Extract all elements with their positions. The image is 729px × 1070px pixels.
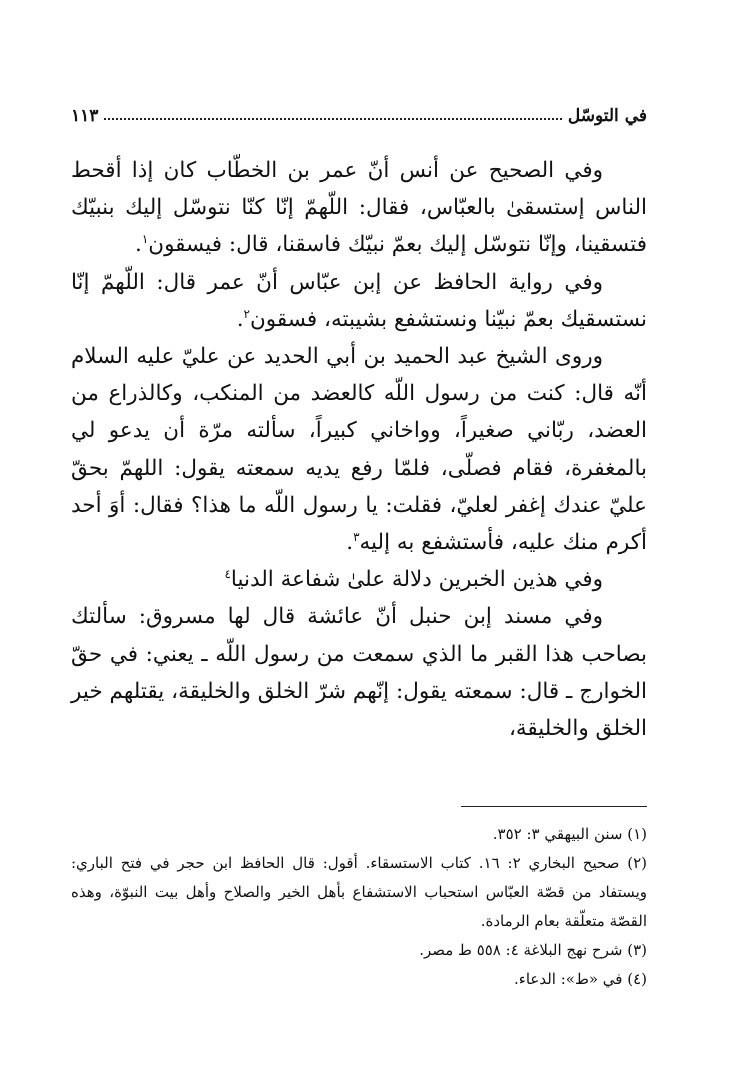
footnote-3: (٣) شرح نهج البلاغة ٤: ٥٥٨ ط مصر.: [419, 941, 647, 959]
paragraph-1: وفي الصحيح عن أنس أنّ عمر بن الخطّاب كان إذا أقحط الناس إستسقىٰ بالعبّاس، فقال: اللّهمّ إنّا كنّا نتوسّل إليك بنبيّك فتسقينا، وإنّا نتوسّل إليك بعمّ نبيّك فاسقنا، قال: فيسقون$^١$.: [71, 158, 647, 258]
paragraph-5: وفي مسند إبن حنبل أنّ عائشة قال لها مسروق: سألتك بصاحب هذا القبر ما الذي سمعت من رسول اللّه ـ يعني: في حقّ الخوارج ـ قال: سمعته يقول: إنّهم شرّ الخلق والخليقة، يقتلهم خير الخلق والخليقة،: [71, 604, 647, 742]
footnote-ref-1[interactable]: ١: [141, 232, 149, 247]
footnote-4: (٤) في «ط»: الدعاء.: [514, 970, 647, 988]
footnote-ref-3[interactable]: ٣: [353, 529, 360, 544]
footnotes: [71, 820, 647, 994]
footnote-2: (٢) صحيح البخاري ٢: ١٦. كتاب الاستسقاء. أقول: قال الحافظ ابن حجر في فتح الباري: ويستفاد من قصّة العبّاس استحباب الاستشفاع بأهل الخير والصلاح وأهل بيت النبوّة، وهذه القصّة متعلّقة بعام الرمادة.: [71, 854, 648, 930]
paragraph-3: وروى الشيخ عبد الحميد بن أبي الحديد عن عليّ عليه السلام أنّه قال: كنت من رسول اللّه كالعضد من المنكب، وكالذراع من العضد، ربّاني صغيراً، وواخاني كبيراً، سألته مرّة أن يدعو لي بالمغفرة، فقام فصلّى، فلمّا رفع يديه سمعته يقول: اللهمّ بحقّ عليّ عندك إغفر لعليّ، فقلت: يا رسول اللّه ما هذا؟ فقال: أوَ أحد أكرم منك عليه، فأستشفع به إليه$^٣$.: [71, 344, 647, 556]
footnote-divider: [461, 806, 647, 807]
page-number: ١١٣: [71, 106, 99, 126]
footnote-ref-4[interactable]: ٤: [224, 567, 231, 582]
paragraph-4: وفي هذين الخبرين دلالة علىٰ شفاعة الدنيا$^٤$: [224, 567, 603, 593]
dot-leader: [104, 117, 561, 120]
chapter-title: في التوسّل: [567, 106, 647, 126]
footnote-1: (١) سنن البيهقي ٣: ٣٥٢.: [492, 825, 647, 843]
running-header: [71, 98, 647, 126]
paragraph-2: وفي رواية الحافظ عن إبن عبّاس أنّ عمر قال: اللّهمّ إنّا نستسقيك بعمّ نبيّنا ونستشفع بشيبته، فسقون$^٢$.: [71, 269, 647, 332]
main-text: [71, 152, 647, 747]
footnote-ref-2[interactable]: ٢: [243, 306, 250, 321]
